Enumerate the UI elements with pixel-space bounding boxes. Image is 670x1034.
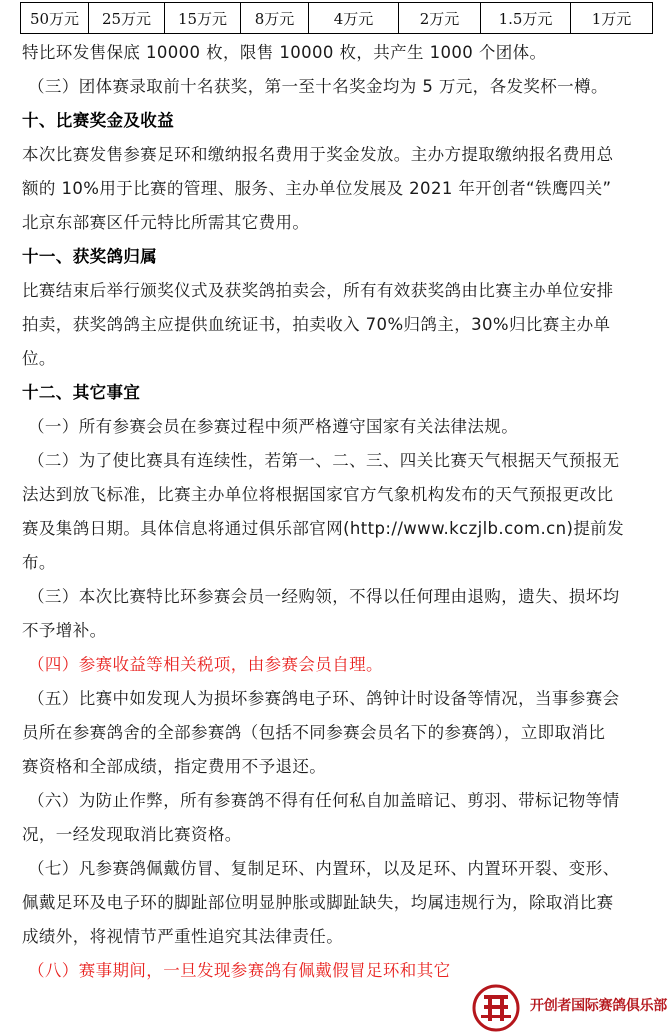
- paragraph-line: （三）本次比赛特比环参赛会员一经购领，不得以任何理由退购，遗失、损坏均: [28, 587, 620, 606]
- paragraph-line: 特比环发售保底 10000 枚，限售 10000 枚，共产生 1000 个团体。: [22, 43, 547, 62]
- paragraph-line: （三）团体赛录取前十名获奖，第一至十名奖金均为 5 万元，各发奖杯一樽。: [28, 77, 608, 96]
- paragraph-line: 北京东部赛区仟元特比所需其它费用。: [22, 213, 310, 232]
- club-seal-icon: [470, 982, 522, 1034]
- paragraph-line: 赛资格和全部成绩，指定费用不予退还。: [22, 757, 327, 776]
- paragraph-line: 不予增补。: [22, 621, 107, 640]
- paragraph-line: （七）凡参赛鸽佩戴仿冒、复制足环、内置环，以及足环、内置环开裂、变形、: [28, 859, 620, 878]
- section-heading: 十二、其它事宜: [22, 383, 141, 402]
- paragraph-line: 比赛结束后举行颁奖仪式及获奖鸽拍卖会，所有有效获奖鸽由比赛主办单位安排: [22, 281, 614, 300]
- prize-cell: 15万元: [165, 3, 241, 34]
- paragraph-line: 赛及集鸽日期。具体信息将通过俱乐部官网(http://www.kczjlb.com.cn)提前发: [22, 519, 625, 538]
- prize-table: [20, 2, 653, 34]
- prize-cell: 50万元: [21, 3, 89, 34]
- prize-cell: 1万元: [571, 3, 653, 34]
- paragraph-line: （一）所有参赛会员在参赛过程中须严格遵守国家有关法律法规。: [28, 417, 519, 436]
- paragraph-line: 本次比赛发售参赛足环和缴纳报名费用于奖金发放。主办方提取缴纳报名费用总: [22, 145, 614, 164]
- document-body: [22, 36, 652, 988]
- paragraph-line: 况，一经发现取消比赛资格。: [22, 825, 242, 844]
- prize-cell: 2万元: [399, 3, 481, 34]
- watermark-text: 开创者国际赛鸽俱乐部: [530, 998, 667, 1014]
- paragraph-line: 布。: [22, 553, 56, 572]
- paragraph-line: （五）比赛中如发现人为损坏参赛鸽电子环、鸽钟计时设备等情况，当事参赛会: [28, 689, 620, 708]
- prize-cell: 1.5万元: [481, 3, 571, 34]
- paragraph-line: 位。: [22, 349, 56, 368]
- paragraph-line: 员所在参赛鸽舍的全部参赛鸽（包括不同参赛会员名下的参赛鸽），立即取消比: [22, 723, 606, 742]
- prize-cell: 8万元: [241, 3, 309, 34]
- paragraph-line-red: （八）赛事期间，一旦发现参赛鸽有佩戴假冒足环和其它: [28, 961, 451, 980]
- club-watermark: [470, 982, 670, 1034]
- paragraph-line: 拍卖，获奖鸽鸽主应提供血统证书，拍卖收入 70%归鸽主，30%归比赛主办单: [22, 315, 611, 334]
- paragraph-line: 成绩外，将视情节严重性追究其法律责任。: [22, 927, 344, 946]
- paragraph-line: （二）为了使比赛具有连续性，若第一、二、三、四关比赛天气根据天气预报无: [28, 451, 620, 470]
- paragraph-line: 法达到放飞标准，比赛主办单位将根据国家官方气象机构发布的天气预报更改比: [22, 485, 614, 504]
- paragraph-line-red: （四）参赛收益等相关税项，由参赛会员自理。: [28, 655, 383, 674]
- paragraph-line: 佩戴足环及电子环的脚趾部位明显肿胀或脚趾缺失，均属违规行为，除取消比赛: [22, 893, 614, 912]
- prize-cell: 25万元: [89, 3, 165, 34]
- paragraph-line: 额的 10%用于比赛的管理、服务、主办单位发展及 2021 年开创者“铁鹰四关”: [22, 179, 612, 198]
- paragraph-line: （六）为防止作弊，所有参赛鸽不得有任何私自加盖暗记、剪羽、带标记物等情: [28, 791, 620, 810]
- prize-cell: 4万元: [309, 3, 399, 34]
- prize-table-row: [21, 3, 653, 34]
- section-heading: 十一、获奖鸽归属: [22, 247, 158, 266]
- section-heading: 十、比赛奖金及收益: [22, 111, 175, 130]
